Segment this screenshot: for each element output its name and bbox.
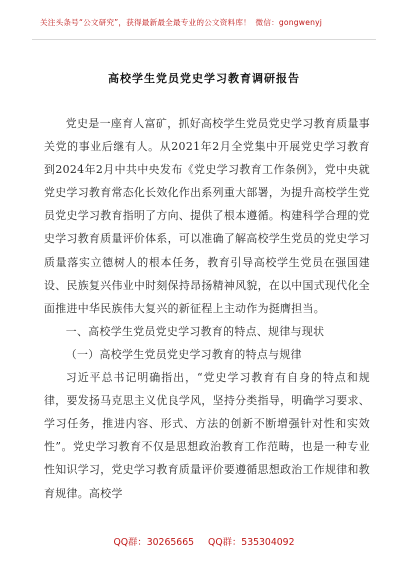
header-divider <box>32 39 376 40</box>
section-heading-2: （一）高校学生党员党史学习教育的特点与规律 <box>65 347 302 361</box>
footer-qq-1: QQ群：30265665 <box>113 537 195 548</box>
footer-qq-2: QQ群：535304092 <box>208 537 295 548</box>
header-promo <box>40 17 370 28</box>
document-body <box>44 112 370 505</box>
header-wechat: 微信：gongwenyj <box>255 18 323 27</box>
section-heading-1: 一、高校学生党员党史学习教育的特点、规律与现状 <box>65 324 325 338</box>
footer-qq <box>0 534 408 548</box>
document-title: 高校学生党员党史学习教育调研报告 <box>108 72 300 85</box>
paragraph-2: 习近平总书记明确指出，“党史学习教育有自身的特点和规律，要发扬马克思主义优良学风，坚持分类指导，明确学习要求、学习任务，推进内容、形式、方法的创新不断增强针对性和实效性”。党史学习教育不仅是思想政治教育工作范畴，也是一种专业性知识学习，党史学习教育质量评价要遵循思想政治工作规律和教育规律。高校学 <box>44 371 370 500</box>
header-promo-text: 关注头条号“公文研究”，获得最新最全最专业的公文资料库！ <box>40 18 251 27</box>
paragraph-intro: 党史是一座育人富矿，抓好高校学生党员党史学习教育质量事关党的事业后继有人。从2021年2月全党集中开展党史学习教育到2024年2月中共中央发布《党史学习教育工作条例》，党中央就党史学习教育常态化长效化作出系列重大部署，为提升高校学生党员党史学习教育指明了方向、提供了根本遵循。构建科学合理的党史学习教育质量评价体系，可以准确了解高校学生党员的党史学习质量落实立德树人的根本任务，教育引导高校学生党员在强国建设、民族复兴伟业中时刻保持昂扬精神风貌，在以中国式现代化全面推进中华民族伟大复兴的新征程上主动作为挺膺担当。 <box>44 117 370 315</box>
